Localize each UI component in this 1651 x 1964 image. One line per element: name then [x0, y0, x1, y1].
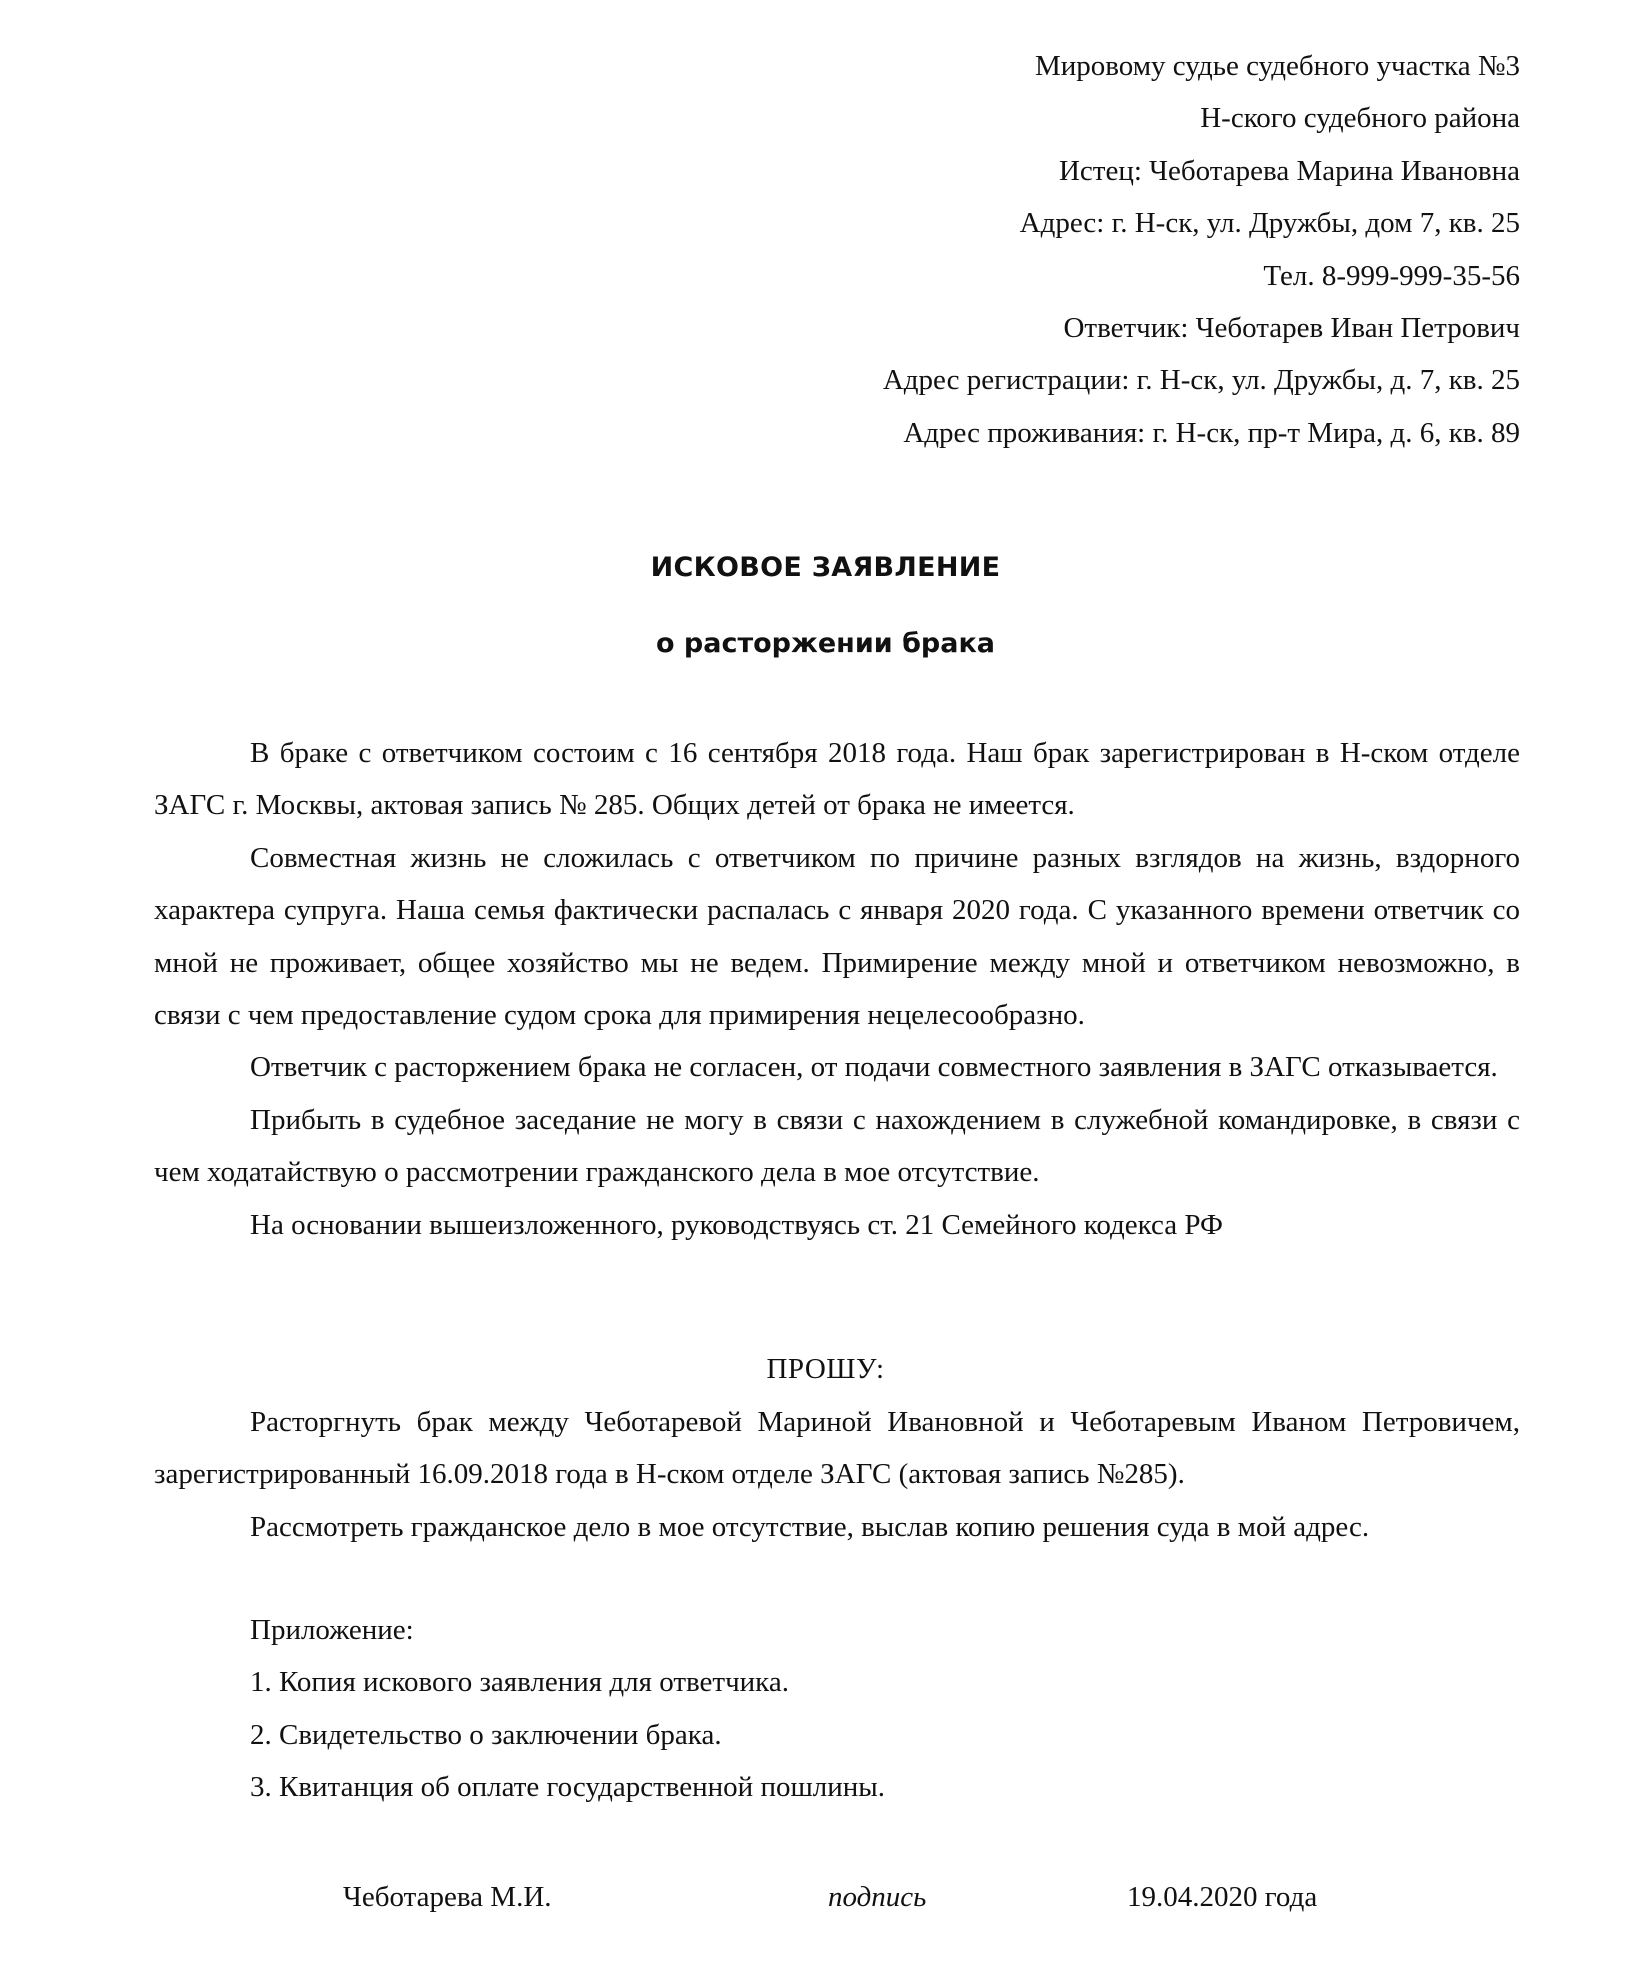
body-paragraph: В браке с ответчиком состоим с 16 сентября 2018 года. Наш брак зарегистрирован в Н-ском отделе ЗАГС г. Москвы, актовая запись № 285. Общих детей от брака не имеется. [154, 737, 1520, 822]
claim-body [154, 727, 1520, 1251]
district-line: Н-ского судебного района [1200, 102, 1520, 135]
plaintiff-phone-line: Тел. 8-999-999-35-56 [1263, 259, 1520, 292]
addressee-block [883, 40, 1520, 459]
defendant-residence-line: Адрес проживания: г. Н-ск, пр-т Мира, д. 6, кв. 89 [903, 416, 1520, 449]
body-paragraph: Ответчик с расторжением брака не согласен, от подачи совместного заявления в ЗАГС отказывается. [250, 1051, 1498, 1084]
signature-label: подпись [828, 1881, 927, 1913]
document-title: ИСКОВОЕ ЗАЯВЛЕНИЕ [650, 552, 1001, 583]
attachments-heading: Приложение: [250, 1614, 414, 1646]
attachment-item: 3. Квитанция об оплате государственной пошлины. [250, 1771, 886, 1804]
document-subtitle: о расторжении брака [655, 628, 996, 659]
defendant-line: Ответчик: Чеботарев Иван Петрович [1063, 312, 1520, 345]
plaintiff-address-line: Адрес: г. Н-ск, ул. Дружбы, дом 7, кв. 25 [1019, 207, 1520, 240]
attachment-item: 2. Свидетельство о заключении брака. [250, 1718, 722, 1751]
request-item: Расторгнуть брак между Чеботаревой Мариной Ивановной и Чеботаревым Иваном Петровичем, зарегистрированный 16.09.2018 года в Н-ском отделе ЗАГС (актовая запись №285). [154, 1406, 1520, 1491]
body-paragraph: На основании вышеизложенного, руководствуясь ст. 21 Семейного кодекса РФ [250, 1208, 1223, 1241]
request-heading: ПРОШУ: [766, 1353, 885, 1385]
signature-date: 19.04.2020 года [1127, 1881, 1318, 1913]
attachment-item: 1. Копия искового заявления для ответчика. [250, 1666, 789, 1699]
plaintiff-line: Истец: Чеботарева Марина Ивановна [1058, 154, 1520, 187]
signer-name: Чеботарева М.И. [343, 1881, 552, 1913]
body-paragraph: Совместная жизнь не сложилась с ответчиком по причине разных взглядов на жизнь, вздорного характера супруга. Наша семья фактически распалась с января 2020 года. С указанного времени ответчик со мной не проживает, общее хозяйство мы не ведем. Примирение между мной и ответчиком невозможно, в связи с чем предоставление судом срока для примирения нецелесообразно. [154, 841, 1520, 1032]
request-item: Рассмотреть гражданское дело в мое отсутствие, выслав копию решения суда в мой адрес. [250, 1510, 1370, 1543]
body-paragraph: Прибыть в судебное заседание не могу в связи с нахождением в служебной командировке, в связи с чем ходатайствую о рассмотрении гражданского дела в мое отсутствие. [154, 1103, 1520, 1189]
defendant-registration-line: Адрес регистрации: г. Н-ск, ул. Дружбы, д. 7, кв. 25 [882, 364, 1520, 397]
attachments-block [250, 1604, 885, 1814]
request-block [154, 1396, 1520, 1553]
court-line: Мировому судье судебного участка №3 [1034, 50, 1520, 82]
